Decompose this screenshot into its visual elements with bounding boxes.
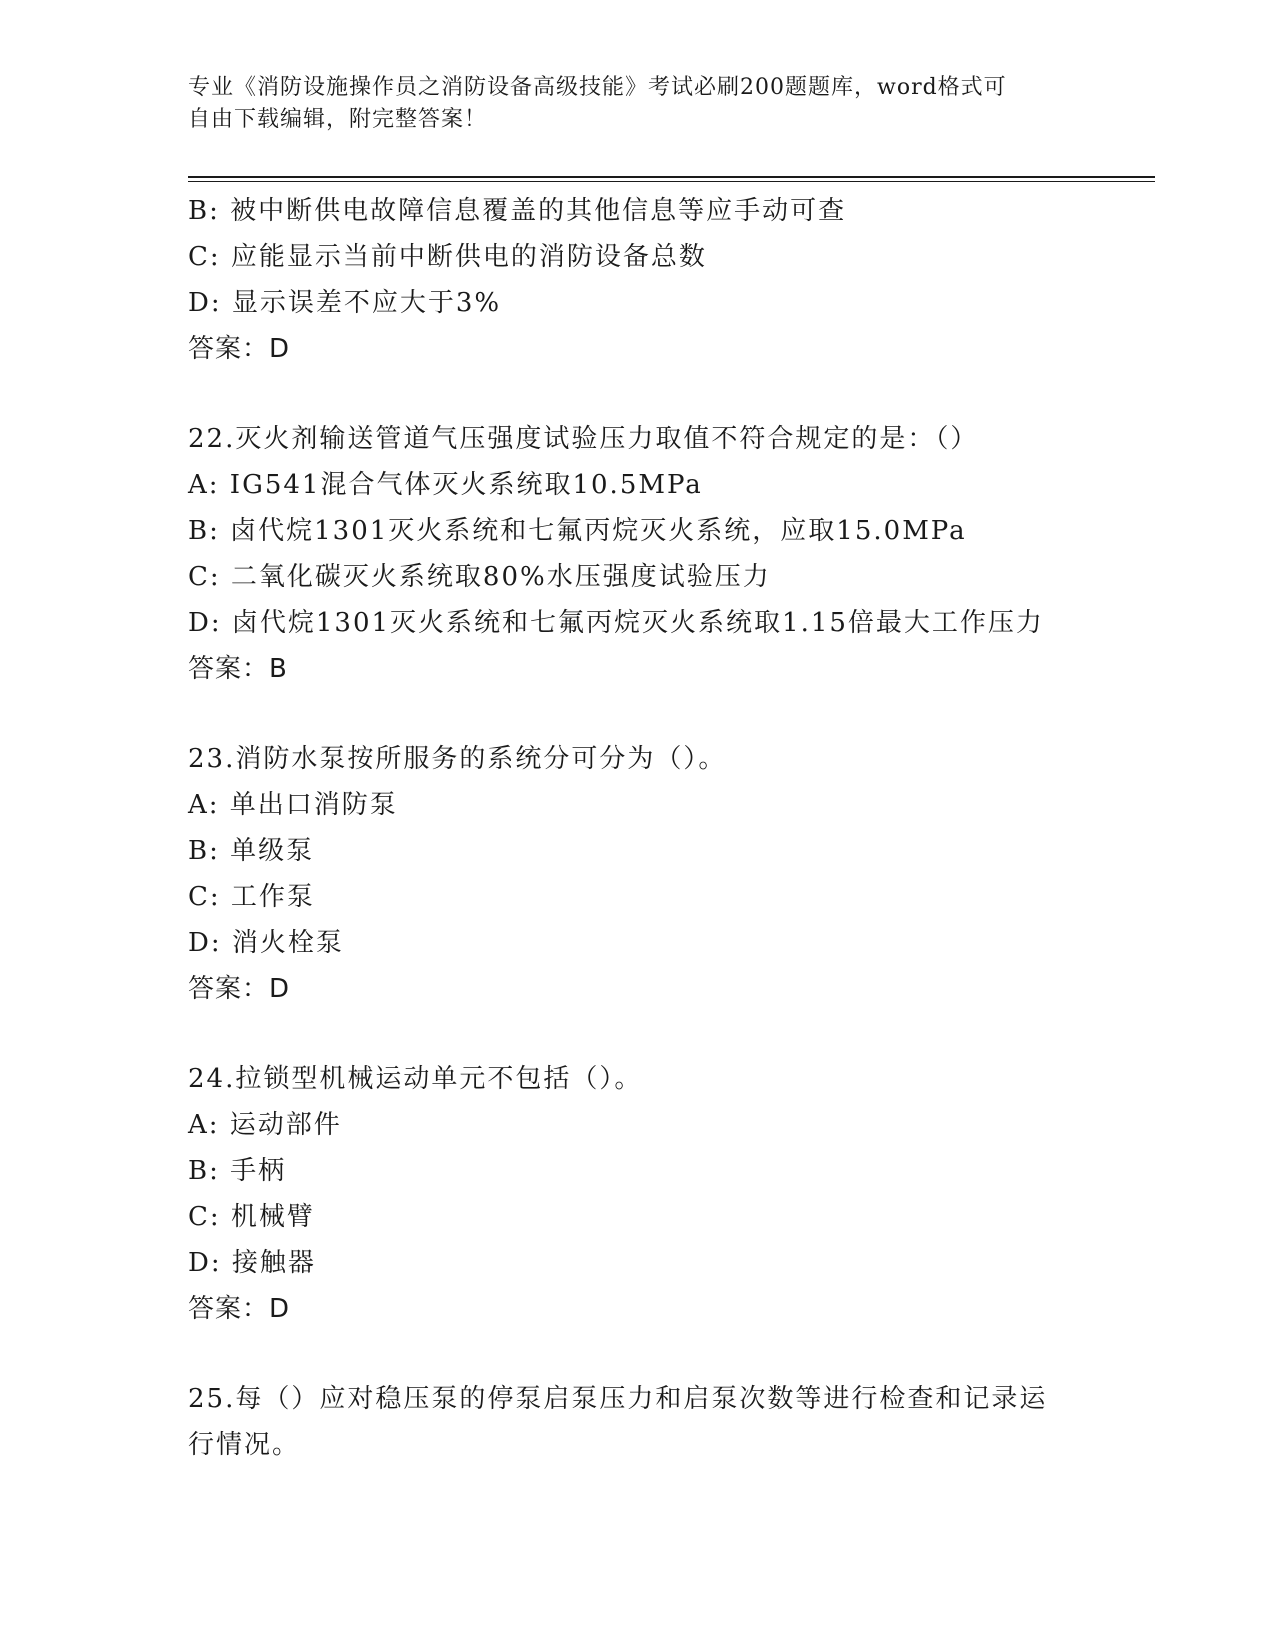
option-c: C: 应能显示当前中断供电的消防设备总数 <box>188 242 707 272</box>
option-b: B: 单级泵 <box>188 836 315 866</box>
option-b: B: 手柄 <box>188 1156 287 1186</box>
question-22 <box>188 416 1108 692</box>
option-a: A: 运动部件 <box>188 1110 342 1140</box>
option-d: D: 显示误差不应大于3% <box>188 288 502 318</box>
option-a: A: 单出口消防泵 <box>188 790 398 820</box>
question-list <box>188 188 1108 1468</box>
question-text: 24.拉锁型机械运动单元不包括（）。 <box>188 1064 643 1094</box>
option-c: C: 机械臂 <box>188 1202 315 1232</box>
option-d: D: 卤代烷1301灭火系统和七氟丙烷灭火系统取1.15倍最大工作压力 <box>188 608 1044 638</box>
option-b: B: 被中断供电故障信息覆盖的其他信息等应手动可查 <box>188 196 847 226</box>
question-text: 23.消防水泵按所服务的系统分可分为（）。 <box>188 744 727 774</box>
option-c: C: 工作泵 <box>188 882 315 912</box>
header-line-2: 自由下载编辑，附完整答案！ <box>188 107 488 132</box>
question-21-continued <box>188 188 1108 372</box>
option-b: B: 卤代烷1301灭火系统和七氟丙烷灭火系统，应取15.0MPa <box>188 516 967 546</box>
question-text: 22.灭火剂输送管道气压强度试验压力取值不符合规定的是：（） <box>188 424 979 454</box>
question-24 <box>188 1056 1108 1332</box>
header-divider-thin <box>188 181 1155 182</box>
answer-line: 答案：D <box>188 1294 291 1324</box>
option-d: D: 接触器 <box>188 1248 316 1278</box>
answer-line: 答案：D <box>188 334 291 364</box>
option-d: D: 消火栓泵 <box>188 928 344 958</box>
question-23 <box>188 736 1108 1012</box>
option-c: C: 二氧化碳灭火系统取80%水压强度试验压力 <box>188 562 771 592</box>
question-text-line-2: 行情况。 <box>188 1430 301 1460</box>
answer-line: 答案：B <box>188 654 288 684</box>
header-line-1: 专业《消防设施操作员之消防设备高级技能》考试必刷200题题库，word格式可 <box>188 75 1007 100</box>
document-header <box>188 72 1068 136</box>
question-text-line-1: 25.每（）应对稳压泵的停泵启泵压力和启泵次数等进行检查和记录运 <box>188 1384 1048 1414</box>
answer-line: 答案：D <box>188 974 291 1004</box>
question-25 <box>188 1376 1108 1468</box>
option-a: A: IG541混合气体灭火系统取10.5MPa <box>188 470 703 500</box>
header-divider-thick <box>188 176 1155 178</box>
